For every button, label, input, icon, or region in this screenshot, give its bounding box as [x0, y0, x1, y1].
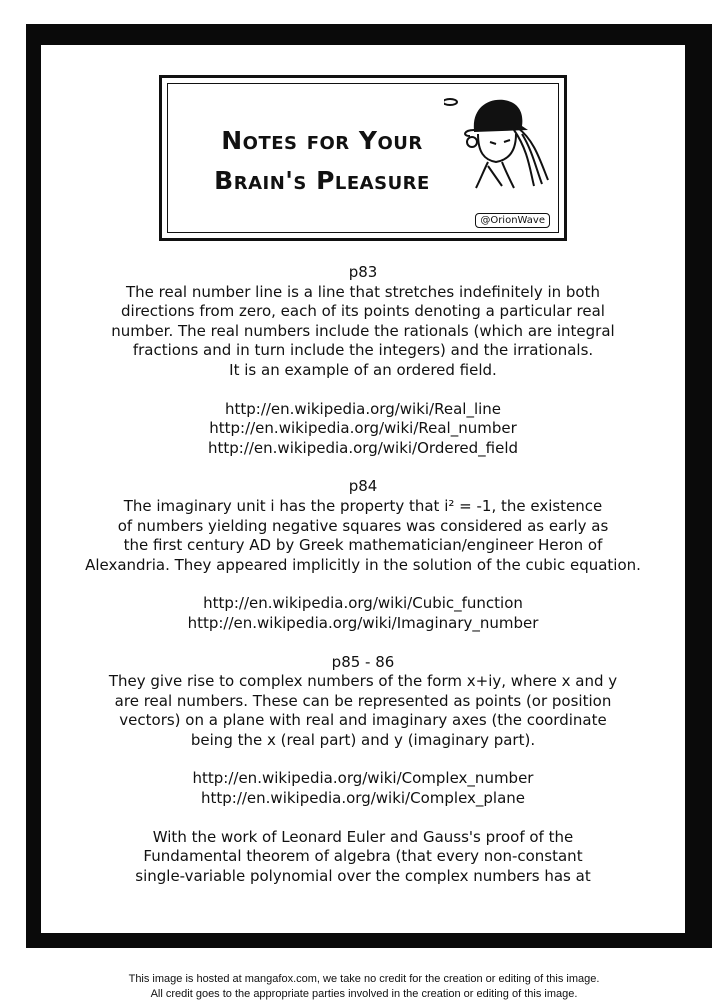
body-line: The real number line is a line that stretches indefinitely in both [126, 282, 600, 301]
reference-link[interactable]: http://en.wikipedia.org/wiki/Real_line [224, 399, 502, 418]
closing-line: Fundamental theorem of algebra (that every non-constant [143, 847, 583, 866]
body-line: the first century AD by Greek mathematician/engineer Heron of [123, 536, 603, 555]
body-line: number. The real numbers include the rationals (which are integral [111, 321, 615, 340]
page-panel [41, 45, 685, 933]
title-line-1: Notes for Your [221, 126, 423, 155]
body-line: of numbers yielding negative squares was considered as early as [117, 516, 609, 535]
reference-link[interactable]: http://en.wikipedia.org/wiki/Real_number [209, 419, 517, 438]
body-line: directions from zero, each of its points denoting a particular real [121, 302, 605, 321]
body-line: vectors) on a plane with real and imaginary axes (the coordinate [119, 711, 607, 730]
reference-link[interactable]: http://en.wikipedia.org/wiki/Complex_plane [200, 789, 526, 808]
body-line: fractions and in turn include the integers) and the irrationals. [132, 341, 594, 360]
section-heading-p85-86: p85 - 86 [331, 652, 395, 671]
body-line: Alexandria. They appeared implicitly in the solution of the cubic equation. [85, 555, 641, 574]
notes-content [41, 263, 685, 886]
reference-link[interactable]: http://en.wikipedia.org/wiki/Cubic_function [203, 594, 523, 613]
disclaimer-line-1: This image is hosted at mangafox.com, we take no credit for the creation or editing of this image. [128, 973, 600, 985]
title-line-2: Brain's Pleasure [214, 166, 430, 195]
body-line: They give rise to complex numbers of the form x+iy, where x and y [108, 672, 618, 691]
section-heading-p83: p83 [348, 263, 378, 281]
reference-link[interactable]: http://en.wikipedia.org/wiki/Imaginary_number [187, 613, 539, 632]
reference-link[interactable]: http://en.wikipedia.org/wiki/Complex_number [192, 769, 534, 788]
body-line: It is an example of an ordered field. [229, 360, 497, 379]
closing-line: With the work of Leonard Euler and Gauss's proof of the [152, 827, 574, 846]
disclaimer-line-2: All credit goes to the appropriate parties involved in the creation or editing of this image. [150, 988, 578, 1000]
mascot-illustration [444, 90, 560, 190]
closing-line: single-variable polynomial over the complex numbers has at [135, 866, 591, 885]
reference-link[interactable]: http://en.wikipedia.org/wiki/Ordered_field [207, 438, 519, 457]
hosting-disclaimer [0, 972, 728, 1002]
author-credit: @OrionWave [475, 213, 550, 228]
title-box [159, 75, 567, 241]
section-heading-p84: p84 [348, 477, 378, 496]
body-line: The imaginary unit i has the property that i² = -1, the existence [123, 496, 603, 515]
body-line: being the x (real part) and y (imaginary part). [190, 730, 536, 749]
body-line: are real numbers. These can be represented as points (or position [114, 691, 612, 710]
